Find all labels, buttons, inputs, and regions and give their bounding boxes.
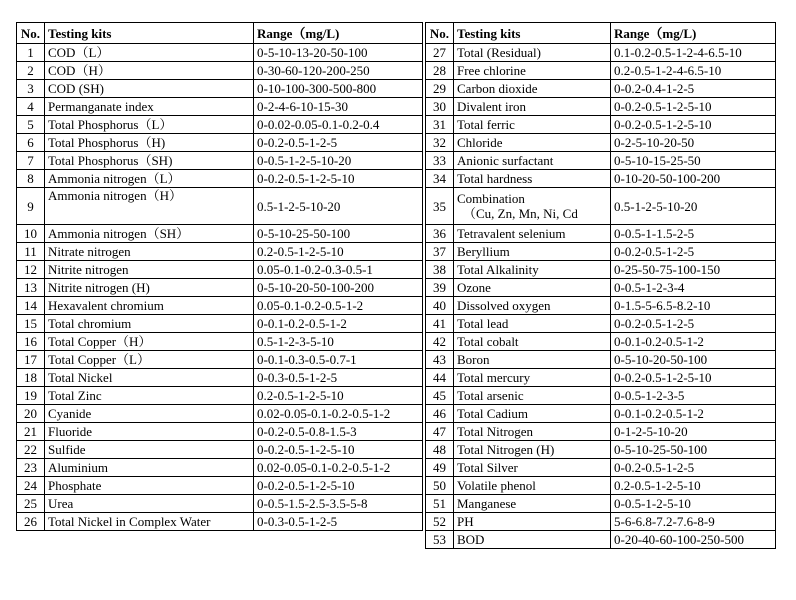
kit-range: 0.2-0.5-1-2-5-10 <box>254 387 423 405</box>
kit-name: Beryllium <box>454 243 611 261</box>
kit-name: PH <box>454 513 611 531</box>
table-row <box>17 152 423 170</box>
table-row <box>17 369 423 387</box>
kit-range: 0.02-0.05-0.1-0.2-0.5-1-2 <box>254 459 423 477</box>
row-number: 4 <box>17 98 45 116</box>
table-row <box>426 477 776 495</box>
kit-range: 0-0.1-0.3-0.5-0.7-1 <box>254 351 423 369</box>
table-row <box>426 369 776 387</box>
kit-name: Carbon dioxide <box>454 80 611 98</box>
kit-name: Volatile phenol <box>454 477 611 495</box>
row-number: 45 <box>426 387 454 405</box>
kit-range: 0.2-0.5-1-2-5-10 <box>254 243 423 261</box>
kit-range: 0-0.2-0.5-1-2-5 <box>254 134 423 152</box>
kit-name: Total lead <box>454 315 611 333</box>
row-number: 7 <box>17 152 45 170</box>
table-row <box>426 387 776 405</box>
row-number: 14 <box>17 297 45 315</box>
row-number: 12 <box>17 261 45 279</box>
row-number: 2 <box>17 62 45 80</box>
kit-range: 0.5-1-2-3-5-10 <box>254 333 423 351</box>
table-row <box>426 495 776 513</box>
kit-name: COD (SH) <box>45 80 254 98</box>
table-row <box>426 351 776 369</box>
row-number: 26 <box>17 513 45 531</box>
kit-range: 0-0.2-0.5-1-2-5 <box>611 243 776 261</box>
kit-name: Nitrite nitrogen (H) <box>45 279 254 297</box>
kit-name: BOD <box>454 531 611 549</box>
row-number: 28 <box>426 62 454 80</box>
table-row <box>426 134 776 152</box>
table-row <box>17 243 423 261</box>
table-row <box>426 188 776 225</box>
row-number: 51 <box>426 495 454 513</box>
kit-name: Nitrate nitrogen <box>45 243 254 261</box>
kit-name: Ammonia nitrogen（L） <box>45 170 254 188</box>
row-number: 42 <box>426 333 454 351</box>
table-row <box>426 441 776 459</box>
row-number: 44 <box>426 369 454 387</box>
table-row <box>17 513 423 531</box>
kit-name: Total cobalt <box>454 333 611 351</box>
kit-name: Sulfide <box>45 441 254 459</box>
left-table-body <box>17 44 423 531</box>
kit-name: Free chlorine <box>454 62 611 80</box>
table-row <box>17 405 423 423</box>
row-number: 37 <box>426 243 454 261</box>
row-number: 38 <box>426 261 454 279</box>
kit-range: 0-0.2-0.5-1-2-5 <box>611 459 776 477</box>
kit-range: 0-0.2-0.5-1-2-5-10 <box>611 116 776 134</box>
kit-range: 0-25-50-75-100-150 <box>611 261 776 279</box>
kit-name <box>454 188 611 225</box>
row-number: 50 <box>426 477 454 495</box>
row-number: 30 <box>426 98 454 116</box>
table-row <box>426 261 776 279</box>
table-row <box>17 261 423 279</box>
kit-name: COD（H） <box>45 62 254 80</box>
kit-range: 0-5-10-25-50-100 <box>611 441 776 459</box>
row-number: 11 <box>17 243 45 261</box>
table-row <box>426 315 776 333</box>
kit-range: 0-1-2-5-10-20 <box>611 423 776 441</box>
row-number: 13 <box>17 279 45 297</box>
row-number: 35 <box>426 188 454 225</box>
kit-range: 0.05-0.1-0.2-0.3-0.5-1 <box>254 261 423 279</box>
row-number: 29 <box>426 80 454 98</box>
header-range: Range（mg/L) <box>254 23 423 44</box>
kit-range: 0.5-1-2-5-10-20 <box>254 188 423 225</box>
table-row <box>17 351 423 369</box>
kit-range: 0-0.3-0.5-1-2-5 <box>254 369 423 387</box>
kit-name: COD（L） <box>45 44 254 62</box>
kit-range: 0-0.5-1.5-2.5-3.5-5-8 <box>254 495 423 513</box>
kit-name: Total Zinc <box>45 387 254 405</box>
table-row <box>17 423 423 441</box>
table-row <box>17 116 423 134</box>
kit-range: 0.2-0.5-1-2-5-10 <box>611 477 776 495</box>
table-row <box>17 62 423 80</box>
table-row <box>17 297 423 315</box>
kit-name: Total Nitrogen (H) <box>454 441 611 459</box>
kit-name: Anionic surfactant <box>454 152 611 170</box>
kit-name: Total Phosphorus（L） <box>45 116 254 134</box>
kit-range: 0-0.5-1-2-5-10-20 <box>254 152 423 170</box>
kit-name: Total Copper（L） <box>45 351 254 369</box>
kit-range: 0-0.5-1-1.5-2-5 <box>611 225 776 243</box>
kit-range: 0-0.1-0.2-0.5-1-2 <box>611 405 776 423</box>
row-number: 19 <box>17 387 45 405</box>
kit-range: 0-0.2-0.5-1-2-5-10 <box>254 170 423 188</box>
kit-name: Total Alkalinity <box>454 261 611 279</box>
kit-range: 0.5-1-2-5-10-20 <box>611 188 776 225</box>
kit-range: 0-0.2-0.4-1-2-5 <box>611 80 776 98</box>
kit-range: 5-6-6.8-7.2-7.6-8-9 <box>611 513 776 531</box>
kit-name: Total chromium <box>45 315 254 333</box>
table-row <box>426 80 776 98</box>
row-number: 34 <box>426 170 454 188</box>
kit-name: Total Nitrogen <box>454 423 611 441</box>
row-number: 17 <box>17 351 45 369</box>
table-row <box>426 225 776 243</box>
kit-name: Ammonia nitrogen（H） <box>45 188 254 225</box>
header-no: No. <box>17 23 45 44</box>
kit-range: 0-10-20-50-100-200 <box>611 170 776 188</box>
testing-kits-table-left <box>16 22 423 531</box>
table-row <box>17 477 423 495</box>
table-row <box>426 333 776 351</box>
right-table-body <box>426 44 776 549</box>
kit-name: Urea <box>45 495 254 513</box>
kit-name: Total hardness <box>454 170 611 188</box>
kit-range: 0-0.2-0.5-0.8-1.5-3 <box>254 423 423 441</box>
kit-range: 0-5-10-20-50-100-200 <box>254 279 423 297</box>
kit-range: 0-0.5-1-2-3-4 <box>611 279 776 297</box>
kit-range: 0.2-0.5-1-2-4-6.5-10 <box>611 62 776 80</box>
table-row <box>17 279 423 297</box>
kit-range: 0-5-10-15-25-50 <box>611 152 776 170</box>
row-number: 33 <box>426 152 454 170</box>
kit-name: Total Phosphorus（H) <box>45 134 254 152</box>
row-number: 3 <box>17 80 45 98</box>
table-row <box>426 513 776 531</box>
table-row <box>426 243 776 261</box>
table-row <box>17 225 423 243</box>
kit-range: 0-0.5-1-2-5-10 <box>611 495 776 513</box>
kit-name: Aluminium <box>45 459 254 477</box>
kit-range: 0-5-10-20-50-100 <box>611 351 776 369</box>
row-number: 10 <box>17 225 45 243</box>
row-number: 36 <box>426 225 454 243</box>
table-row <box>17 80 423 98</box>
header-testing-kits: Testing kits <box>45 23 254 44</box>
header-row <box>426 23 776 44</box>
kit-name: Total Silver <box>454 459 611 477</box>
kit-name: Ammonia nitrogen（SH） <box>45 225 254 243</box>
kit-name: Total arsenic <box>454 387 611 405</box>
kit-name-line: Combination <box>457 191 525 206</box>
kit-name: Cyanide <box>45 405 254 423</box>
row-number: 47 <box>426 423 454 441</box>
table-row <box>426 459 776 477</box>
kit-range: 0-5-10-25-50-100 <box>254 225 423 243</box>
table-row <box>17 315 423 333</box>
table-row <box>17 98 423 116</box>
kit-range: 0.1-0.2-0.5-1-2-4-6.5-10 <box>611 44 776 62</box>
table-row <box>17 134 423 152</box>
row-number: 23 <box>17 459 45 477</box>
table-row <box>426 116 776 134</box>
kit-range: 0-0.2-0.5-1-2-5-10 <box>611 369 776 387</box>
row-number: 49 <box>426 459 454 477</box>
kit-name: Dissolved oxygen <box>454 297 611 315</box>
kit-name: Divalent iron <box>454 98 611 116</box>
kit-range: 0-0.1-0.2-0.5-1-2 <box>254 315 423 333</box>
kit-range: 0-2-4-6-10-15-30 <box>254 98 423 116</box>
table-row <box>426 279 776 297</box>
header-range: Range（mg/L) <box>611 23 776 44</box>
table-row <box>426 297 776 315</box>
table-row <box>17 188 423 225</box>
table-row <box>426 152 776 170</box>
kit-name: Ozone <box>454 279 611 297</box>
row-number: 52 <box>426 513 454 531</box>
kit-name: Total Cadium <box>454 405 611 423</box>
table-row <box>426 423 776 441</box>
table-row <box>426 44 776 62</box>
kit-range: 0-0.2-0.5-1-2-5-10 <box>254 441 423 459</box>
testing-kits-table-right <box>425 22 776 549</box>
kit-range: 0-0.1-0.2-0.5-1-2 <box>611 333 776 351</box>
row-number: 8 <box>17 170 45 188</box>
kit-name: Total Phosphorus（SH) <box>45 152 254 170</box>
kit-range: 0-5-10-13-20-50-100 <box>254 44 423 62</box>
kit-name: Total ferric <box>454 116 611 134</box>
kit-name: Phosphate <box>45 477 254 495</box>
kit-name: Permanganate index <box>45 98 254 116</box>
kit-range: 0-2-5-10-20-50 <box>611 134 776 152</box>
table-row <box>426 98 776 116</box>
kit-range: 0-1.5-5-6.5-8.2-10 <box>611 297 776 315</box>
row-number: 48 <box>426 441 454 459</box>
kit-range: 0-20-40-60-100-250-500 <box>611 531 776 549</box>
table-row <box>426 531 776 549</box>
table-row <box>17 495 423 513</box>
header-no: No. <box>426 23 454 44</box>
row-number: 53 <box>426 531 454 549</box>
kit-name: Hexavalent chromium <box>45 297 254 315</box>
kit-name: Total Nickel <box>45 369 254 387</box>
row-number: 18 <box>17 369 45 387</box>
row-number: 40 <box>426 297 454 315</box>
row-number: 24 <box>17 477 45 495</box>
table-row <box>426 405 776 423</box>
row-number: 39 <box>426 279 454 297</box>
row-number: 6 <box>17 134 45 152</box>
kit-name: Boron <box>454 351 611 369</box>
kit-name: Nitrite nitrogen <box>45 261 254 279</box>
kit-name: Total Nickel in Complex Water <box>45 513 254 531</box>
kit-range: 0-0.2-0.5-1-2-5-10 <box>254 477 423 495</box>
row-number: 1 <box>17 44 45 62</box>
row-number: 27 <box>426 44 454 62</box>
kit-name: Total Copper（H） <box>45 333 254 351</box>
table-row <box>17 441 423 459</box>
row-number: 25 <box>17 495 45 513</box>
kit-name: Total mercury <box>454 369 611 387</box>
row-number: 9 <box>17 188 45 225</box>
kit-range: 0-0.2-0.5-1-2-5-10 <box>611 98 776 116</box>
header-testing-kits: Testing kits <box>454 23 611 44</box>
row-number: 41 <box>426 315 454 333</box>
table-row <box>17 333 423 351</box>
header-row <box>17 23 423 44</box>
row-number: 32 <box>426 134 454 152</box>
row-number: 22 <box>17 441 45 459</box>
row-number: 21 <box>17 423 45 441</box>
row-number: 5 <box>17 116 45 134</box>
row-number: 16 <box>17 333 45 351</box>
kit-range: 0-10-100-300-500-800 <box>254 80 423 98</box>
kit-range: 0.05-0.1-0.2-0.5-1-2 <box>254 297 423 315</box>
kit-name: Manganese <box>454 495 611 513</box>
kit-range: 0.02-0.05-0.1-0.2-0.5-1-2 <box>254 405 423 423</box>
kit-name: Chloride <box>454 134 611 152</box>
table-row <box>426 170 776 188</box>
kit-name-line: （Cu, Zn, Mn, Ni, Cd <box>463 206 578 221</box>
table-row <box>17 44 423 62</box>
kit-range: 0-0.3-0.5-1-2-5 <box>254 513 423 531</box>
kit-name: Tetravalent selenium <box>454 225 611 243</box>
kit-name: Fluoride <box>45 423 254 441</box>
row-number: 31 <box>426 116 454 134</box>
row-number: 46 <box>426 405 454 423</box>
kit-range: 0-30-60-120-200-250 <box>254 62 423 80</box>
table-row <box>17 387 423 405</box>
kit-name: Total (Residual) <box>454 44 611 62</box>
table-row <box>17 170 423 188</box>
kit-range: 0-0.02-0.05-0.1-0.2-0.4 <box>254 116 423 134</box>
table-row <box>426 62 776 80</box>
kit-range: 0-0.5-1-2-3-5 <box>611 387 776 405</box>
kit-range: 0-0.2-0.5-1-2-5 <box>611 315 776 333</box>
row-number: 43 <box>426 351 454 369</box>
row-number: 15 <box>17 315 45 333</box>
row-number: 20 <box>17 405 45 423</box>
table-row <box>17 459 423 477</box>
